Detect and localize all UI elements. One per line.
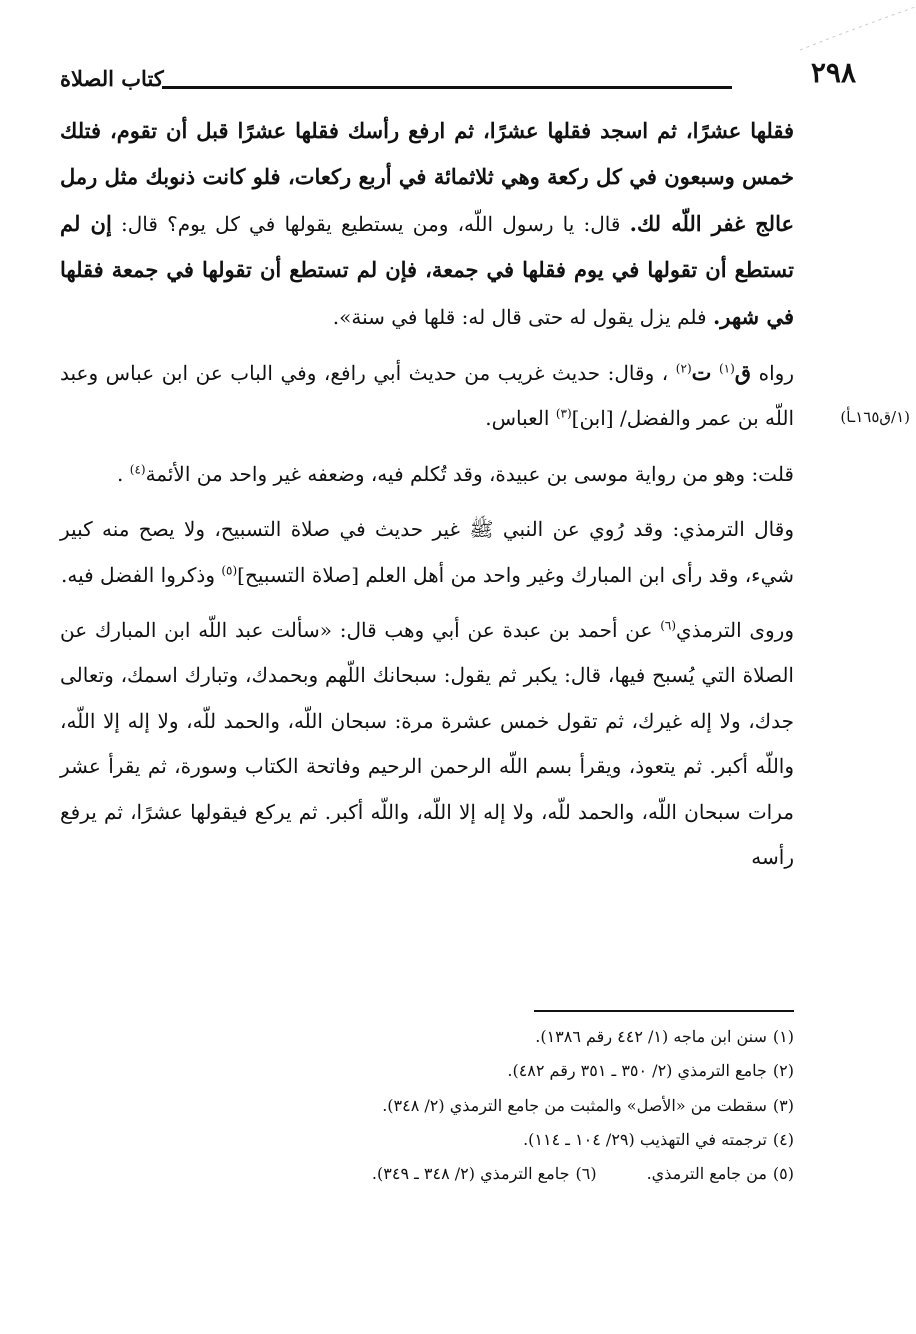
footnote-text: جامع الترمذي (٢/ ٣٤٨ ـ ٣٤٩). — [371, 1164, 570, 1184]
plain-text: عن أحمد بن عبدة عن أبي وهب قال: «سألت عبد اللّه ابن المبارك عن الصلاة التي يُسبح فيها، قال: يكبر ثم يقول: سبحانك اللّهم وبحمدك، وتبارك اسمك، وتعالى جدك، ولا إله غيرك، ثم تقول خمس عشرة مرة: سبحان اللّه، والحمد للّه، ولا إله إلا اللّه، واللّه أكبر. ثم يتعوذ، ويقرأ بسم اللّه الرحمن الرحيم وفاتحة الكتاب وسورة، ثم يقرأ عشر مرات سبحان اللّه، والحمد للّه، ولا إله إلا اللّه، واللّه أكبر. ثم يركع فيقولها عشرًا، ثم يرفع رأسه — [60, 618, 794, 870]
footnote-number: (٥) — [772, 1164, 794, 1184]
footnote-item — [60, 1020, 794, 1054]
main-text — [60, 108, 794, 881]
running-title: كتاب الصلاة — [60, 66, 164, 91]
plain-text: فلم يزل يقول له حتى قال له: قلها في سنة». — [332, 304, 713, 329]
scan-edge-artifact — [760, 0, 916, 60]
paragraph-tirmidhi-narrated — [60, 608, 794, 880]
footnote-marker: (٢) — [675, 361, 692, 376]
plain-text: وروى الترمذي — [676, 618, 795, 643]
footnote-text: سنن ابن ماجه (١/ ٤٤٢ رقم ١٣٨٦). — [535, 1027, 767, 1046]
plain-text: ، وقال: حديث غريب من حديث أبي رافع، وفي الباب عن ابن عباس وعبد اللّه بن عمر والفضل/ [ابن] — [60, 361, 794, 431]
footnote-text: سقطت من «الأصل» والمثبت من جامع الترمذي (٢/ ٣٤٨). — [382, 1095, 767, 1115]
page-number: ٢٩٨ — [810, 56, 856, 89]
plain-text: وقال الترمذي: وقد رُوي عن النبي ﷺ غير حديث في صلاة التسبيح، ولا يصح منه كبير شيء، وقد رأى ابن المبارك وغير واحد من أهل العلم [صلاة التسبيح] — [60, 517, 794, 587]
plain-text: قلت: وهو من رواية موسى بن عبيدة، وقد تُكلم فيه، وضعفه غير واحد من الأئمة — [145, 461, 794, 486]
header-rule — [162, 86, 732, 89]
footnote-marker: (٦) — [660, 618, 677, 633]
footnote-rule — [534, 1010, 794, 1012]
footnote-item — [60, 1123, 794, 1157]
paragraph-comment — [60, 452, 794, 497]
footnote-number: (٤) — [772, 1129, 794, 1149]
plain-text: وذكروا الفضل فيه. — [61, 562, 222, 587]
footnote-text: ترجمته في التهذيب (٢٩/ ١٠٤ ـ ١١٤). — [523, 1129, 767, 1149]
plain-text: قال: يا رسول اللّه، ومن يستطيع يقولها في كل يوم؟ قال: — [111, 211, 630, 236]
footnote-number: (٢) — [772, 1061, 794, 1081]
paragraph-takhrij — [60, 350, 794, 442]
manuscript-folio-note: (١/ق١٦٥ـأ) — [840, 408, 910, 426]
paragraph-tirmidhi-said — [60, 507, 794, 598]
footnote-number: (٦) — [575, 1164, 597, 1184]
plain-text: العباس. — [485, 406, 556, 431]
plain-text — [711, 361, 719, 385]
footnote-marker: (٥) — [221, 563, 238, 577]
footnote-item — [60, 1054, 794, 1088]
plain-text: رواه — [751, 361, 794, 386]
footnote-text: جامع الترمذي (٢/ ٣٥٠ ـ ٣٥١ رقم ٤٨٢). — [507, 1061, 767, 1081]
plain-text: . — [117, 461, 130, 486]
footnote-marker: (٣) — [555, 406, 572, 421]
paragraph-hadith-text — [60, 108, 794, 340]
footnote-number: (٣) — [772, 1095, 794, 1115]
source-symbol-q: ق — [734, 360, 752, 386]
footnote-item — [60, 1157, 794, 1191]
footnote-item — [60, 1089, 794, 1123]
footnote-marker: (١) — [718, 361, 735, 376]
source-symbol-t: ت — [691, 360, 712, 386]
footnote-text: من جامع الترمذي. — [646, 1164, 767, 1184]
footnotes — [60, 1020, 794, 1191]
hadith-bold-text: فقلها عشرًا، ثم اسجد فقلها عشرًا، ثم ارفع رأسك فقلها عشرًا قبل أن تقوم، فتلك خمس وسبعون في كل ركعة وهي ثلاثمائة في أربع ركعات، فلو كانت ذنوبك مثل رمل عالج غفر اللّه لك. — [60, 118, 794, 236]
footnote-number: (١) — [772, 1027, 794, 1046]
footnote-marker: (٤) — [129, 462, 146, 477]
hadith-bold-text: إن لم تستطع أن تقولها في يوم فقلها في جمعة، فإن لم تستطع أن تقولها في جمعة فقلها في شهر. — [60, 210, 794, 329]
